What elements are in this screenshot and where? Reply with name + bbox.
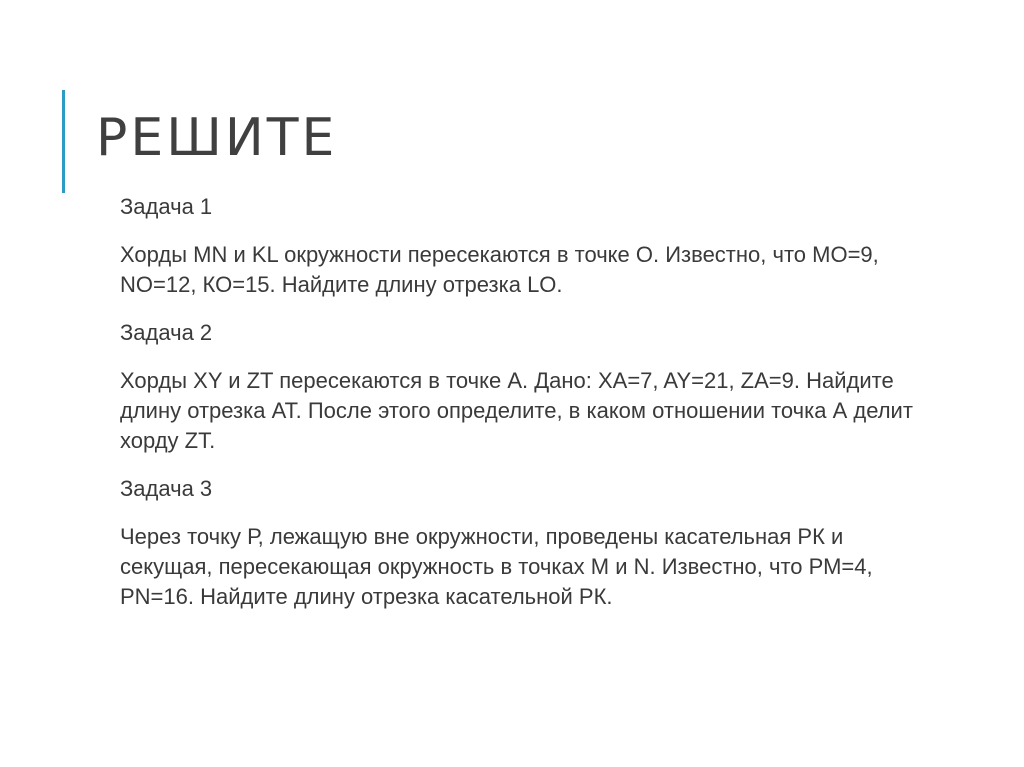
task-3-label: Задача 3 bbox=[120, 476, 213, 501]
slide-content bbox=[120, 192, 920, 630]
task-1-text: Хорды MN и KL окружности пересекаются в точке О. Известно, что МО=9, NO=12, КО=15. Найдите длину отрезка LO. bbox=[120, 242, 879, 297]
task-3-text: Через точку Р, лежащую вне окружности, проведены касательная РК и секущая, пересекающая окружность в точках М и N. Известно, что РМ=4, РN=16. Найдите длину отрезка касательной РК. bbox=[120, 524, 873, 609]
slide-title: РЕШИТЕ bbox=[96, 108, 338, 168]
task-1-label: Задача 1 bbox=[120, 194, 213, 219]
task-2-text: Хорды XY и ZT пересекаются в точке A. Дано: XA=7, AY=21, ZA=9. Найдите длину отрезка AT. После этого определите, в каком отношении точка А делит хорду ZT. bbox=[120, 368, 913, 453]
task-2-label: Задача 2 bbox=[120, 320, 213, 345]
title-accent-bar bbox=[62, 90, 65, 193]
